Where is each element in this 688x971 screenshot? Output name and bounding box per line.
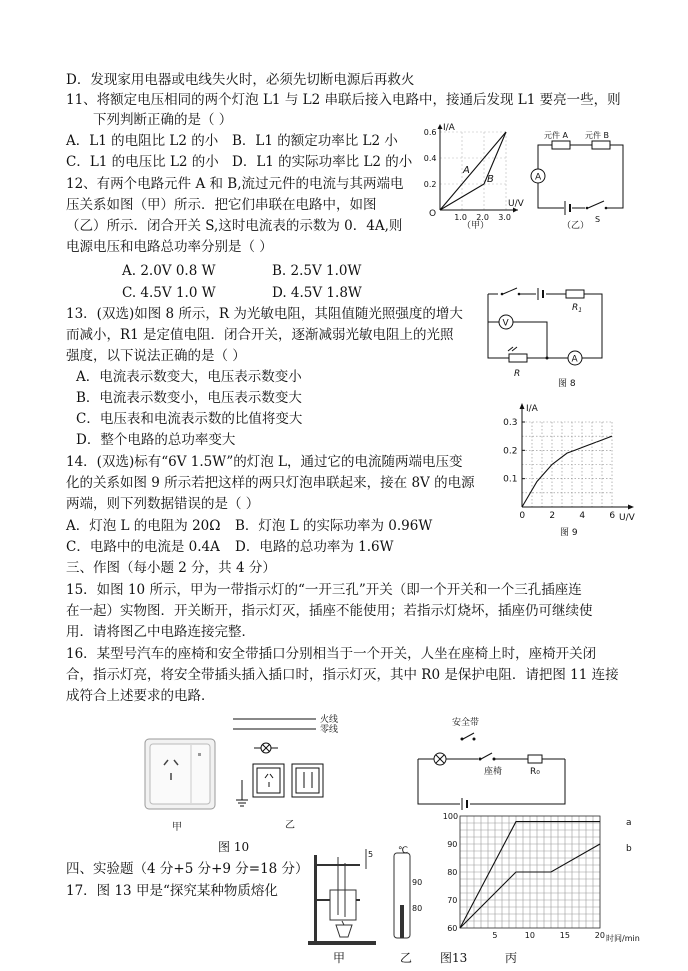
q15-stem-2: 在一起）实物图．开关断开，指示灯灭，插座不能使用；若指示灯烧坏，插座仍可继续使: [66, 603, 593, 619]
q12-option-a: A. 2.0V 0.8 W: [122, 263, 216, 279]
fig10-jia-label: 甲: [172, 822, 182, 833]
q12-option-c: C. 4.5V 1.0 W: [122, 285, 216, 301]
q13-option-b: B．电流表示数变小，电压表示数变大: [76, 390, 302, 406]
figure-13-apparatus: [300, 845, 425, 965]
q14-stem-3: 两端，则下列数据错误的是（ ）: [66, 496, 260, 512]
y-tick-label: 100: [442, 812, 459, 821]
q13-stem-2: 而减小，R1 是定值电阻．闭合开关，逐渐减弱光敏电阻上的光照: [66, 327, 454, 343]
y-tick-label: 80: [447, 868, 458, 877]
element-a-label: 元件 A: [544, 131, 569, 140]
q11-option-c: C．L1 的电压比 L2 的小: [66, 154, 219, 170]
chartA-label-b: B: [487, 174, 494, 185]
chart-figure-9: [500, 400, 650, 540]
y-tick-label: 70: [447, 896, 458, 905]
seatbelt-label: 安全带: [452, 718, 480, 728]
circuit-yi-caption: （乙）: [562, 221, 590, 230]
q11-stem-1: 11、将额定电压相同的两个灯泡 L1 与 L2 串联后接入电路中，接通后发现 L1 要亮一些，则: [66, 92, 621, 108]
q14-option-a: A．灯泡 L 的电阻为 20Ω: [66, 518, 221, 534]
chartA-xlabel: U/V: [508, 199, 524, 209]
q12-stem-1: 12、有两个电路元件 A 和 B,流过元件的电流与其两端电: [66, 176, 404, 192]
q14-option-c: C．电路中的电流是 0.4A: [66, 539, 220, 555]
voltmeter-label: V: [502, 318, 509, 329]
circuit-figure-8: [480, 285, 610, 395]
chart13-label-b: b: [626, 844, 632, 854]
y-tick-label: 0.1: [503, 474, 518, 485]
x-tick-label: 5: [492, 931, 498, 940]
chart13-xlabel: 时间/min: [606, 934, 640, 943]
y-tick-label: 0.2: [423, 180, 437, 189]
y-tick-label: 60: [447, 924, 458, 933]
q16-stem-1: 16．某型号汽车的座椅和安全带插口分别相当于一个开关，人坐在座椅上时，座椅开关闭: [66, 646, 597, 662]
x-tick-label: 2.0: [476, 213, 489, 222]
x-tick-label: 10: [524, 931, 535, 940]
q13-stem-1: 13．(双选)如图 8 所示，R 为光敏电阻，其阻值随光照强度的增大: [66, 306, 463, 322]
seat-label: 座椅: [484, 767, 503, 777]
section-4-heading: 四、实验题（4 分+5 分+9 分=18 分）: [66, 861, 309, 877]
series-line-0: [522, 436, 612, 507]
r-label: R: [514, 369, 521, 379]
y-tick-label: 0.2: [503, 446, 518, 457]
figure-11-seatbelt-circuit: [410, 712, 570, 812]
fig9-caption: 图 9: [560, 528, 578, 538]
y-tick-label: 90: [447, 840, 458, 849]
chart-iu-elements-a-b: [420, 118, 525, 233]
q13-option-c: C．电压表和电流表示数的比值将变大: [76, 411, 303, 427]
x-tick-label: 1.0: [454, 213, 467, 222]
series-line-A: [440, 132, 506, 210]
q14-stem-2: 化的关系如图 9 所示若把这样的两只灯泡串联起来，接在 8V 的电源: [66, 475, 475, 491]
q13-option-a: A．电流表示数变大，电压表示数变小: [76, 369, 302, 385]
r0-label: R₀: [530, 767, 540, 777]
chart9-xlabel: U/V: [619, 513, 635, 523]
fig10-caption: 图 10: [218, 840, 250, 854]
fig13-jia-label: 甲: [333, 951, 346, 965]
chartA-caption: （甲）: [462, 221, 490, 231]
x-tick-label: 3.0: [498, 213, 511, 222]
chartA-ylabel: I/A: [443, 123, 455, 133]
q12-option-d: D. 4.5V 1.8W: [272, 285, 362, 301]
q12-option-b: B. 2.5V 1.0W: [272, 263, 362, 279]
element-b-label: 元件 B: [585, 131, 610, 140]
q12-stem-2: 压关系如图（甲）所示．把它们串联在电路中，如图: [66, 197, 377, 213]
fig13-yi-label: 乙: [400, 951, 413, 965]
y-tick-label: 0.4: [423, 154, 437, 163]
svg-text:5: 5: [368, 850, 374, 859]
switch-s-label: S: [595, 215, 601, 224]
q11-option-a: A．L1 的电阻比 L2 的小: [66, 133, 219, 149]
figure-10-jia-socket: [140, 735, 220, 835]
section-3-heading: 三、作图（每小题 2 分，共 4 分）: [66, 560, 276, 576]
x-tick-label: 15: [559, 931, 570, 940]
fig13-bing-label: 丙: [505, 951, 518, 965]
x-tick-label: 4: [579, 511, 586, 521]
ammeter-label: A: [535, 172, 542, 183]
q14-option-d: D．电路的总功率为 1.6W: [235, 539, 394, 555]
neutral-line-label: 零线: [320, 725, 339, 735]
q14-option-b: B．灯泡 L 的实际功率为 0.96W: [235, 518, 433, 534]
chart-figure-13-bing: [430, 808, 680, 953]
q17-stem: 17．图 13 甲是“探究某种物质熔化: [66, 883, 278, 899]
y-tick-label: 0.6: [423, 128, 437, 137]
x-tick-label: 6: [609, 511, 616, 521]
x-tick-label: 2: [549, 511, 556, 521]
fig13-caption: 图13: [440, 951, 468, 965]
q16-stem-3: 成符合上述要求的电路．: [66, 688, 215, 704]
q10-option-d: D．发现家用电器或电线失火时，必须先切断电源后再救火: [66, 72, 415, 88]
y-tick-label: 0.3: [503, 418, 518, 428]
circuit-yi-series: [530, 130, 630, 230]
fire-line-label: 火线: [320, 715, 339, 725]
x-tick-label: 0: [519, 511, 526, 521]
ammeter-label-fig8: A: [571, 354, 578, 365]
thermometer-unit: ℃: [398, 846, 409, 856]
q12-stem-4: 电源电压和电路总功率分别是（ ）: [66, 239, 273, 255]
thermometer-80: 80: [412, 904, 423, 913]
q14-stem-1: 14．(双选)标有“6V 1.5W”的灯泡 L，通过它的电流随两端电压变: [66, 454, 463, 470]
q16-stem-2: 合，指示灯亮，将安全带插头插入插口时，指示灯灭，其中 R0 是保护电阻．请把图 11 连接: [66, 667, 619, 683]
q13-stem-3: 强度，以下说法正确的是（ ）: [66, 348, 246, 364]
q12-stem-3: （乙）所示．闭合开关 S,这时电流表的示数为 0．4A,则: [66, 218, 403, 234]
chartA-origin: O: [429, 209, 437, 219]
q15-stem-3: 用．请将图乙中电路连接完整．: [66, 624, 255, 640]
chartA-label-a: A: [463, 165, 470, 176]
q11-option-b: B．L1 的额定功率比 L2 小: [232, 133, 398, 149]
fig8-caption: 图 8: [558, 379, 576, 389]
chart13-label-a: a: [626, 818, 632, 828]
q13-option-d: D．整个电路的总功率变大: [76, 432, 236, 448]
figure-10-yi-wiring: [228, 710, 358, 835]
chart9-ylabel: I/A: [526, 404, 538, 414]
x-tick-label: 20: [594, 931, 605, 940]
q11-option-d: D．L1 的实际功率比 L2 的小: [232, 154, 413, 170]
thermometer-90: 90: [412, 878, 423, 887]
fig10-yi-label: 乙: [285, 820, 295, 831]
q11-stem-2: 下列判断正确的是（ ）: [93, 112, 233, 128]
r1-label: $R_1$: [572, 303, 583, 314]
q15-stem-1: 15．如图 10 所示，甲为一带指示灯的“一开三孔”开关（即一个开关和一个三孔插座连: [66, 582, 582, 598]
